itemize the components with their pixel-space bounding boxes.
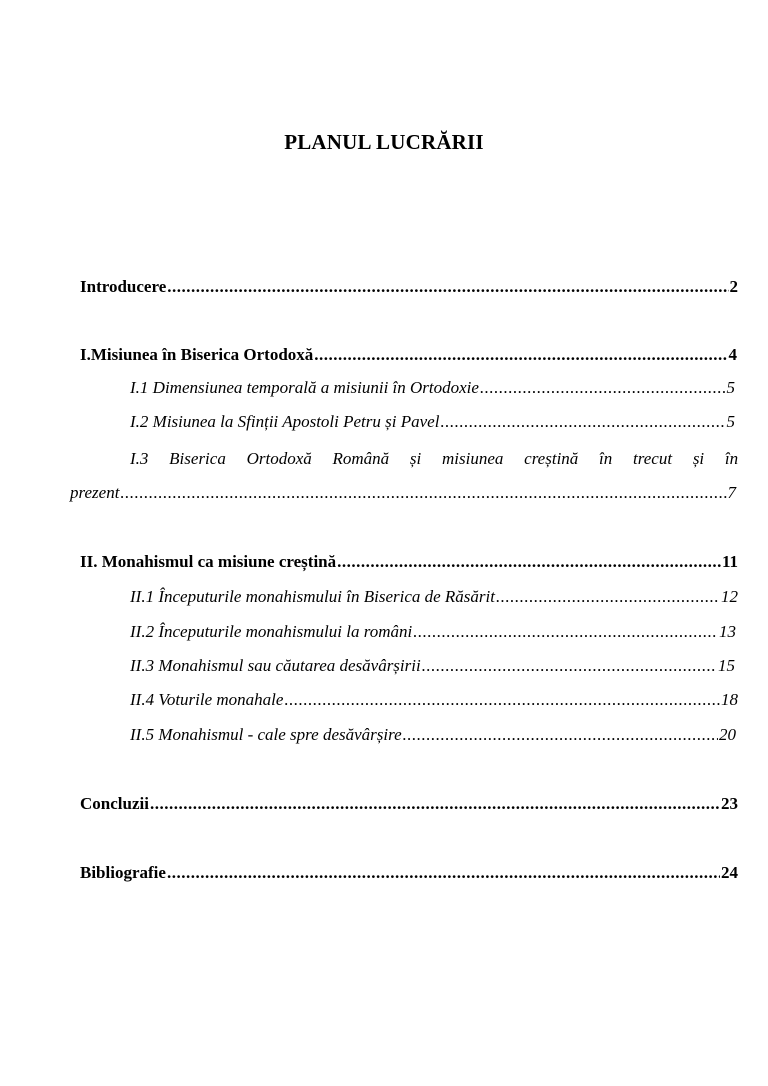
toc-entry-section-2-5[interactable] [130,725,736,745]
toc-entry-label: Concluzii [80,794,149,813]
toc-leader-dots [413,622,718,642]
toc-entry-label: II.5 Monahismul - cale spre desăvârșire [130,725,402,744]
toc-page-number: 5 [726,412,735,431]
toc-entry-label: I.2 Misiunea la Sfinții Apostoli Petru și Pavel [130,412,440,431]
toc-leader-dots [403,725,718,745]
toc-entry-label: Introducere [80,277,167,296]
toc-entry-section-1-2[interactable] [130,412,735,432]
toc-leader-dots [284,690,720,710]
toc-page-number: 13 [719,622,736,641]
toc-entry-label: prezent [70,483,120,502]
toc-page-number: 15 [718,656,735,675]
toc-entry-concluzii[interactable] [80,794,738,814]
toc-page-number: 5 [726,378,735,397]
toc-leader-dots [480,378,726,398]
toc-word: și [692,449,705,468]
toc-page-number: 2 [729,277,738,296]
toc-page-number: 11 [721,552,738,571]
toc-leader-dots [496,587,720,607]
toc-leader-dots [314,345,727,365]
toc-entry-section-2-3[interactable] [130,656,735,676]
toc-leader-dots [422,656,717,676]
toc-entry-section-1-3-line1[interactable] [130,449,738,469]
toc-entry-label: II.2 Începuturile monahismului la români [130,622,413,641]
toc-entry-label: I.1 Dimensiunea temporală a misiunii în Ortodoxie [130,378,479,397]
toc-entry-introducere[interactable] [80,277,738,297]
toc-page-number: 18 [721,690,738,709]
page-title: PLANUL LUCRĂRII [284,130,484,154]
toc-entry-section-2-4[interactable] [130,690,738,710]
toc-leader-dots [337,552,721,572]
toc-page-number: 23 [721,794,738,813]
toc-entry-label: II.1 Începuturile monahismului în Biserica de Răsărit [130,587,495,606]
toc-entry-chapter-2[interactable] [80,552,738,572]
toc-page-number: 7 [727,483,736,502]
toc-page-number: 4 [728,345,737,364]
toc-leader-dots [167,863,720,883]
toc-entry-label: II. Monahismul ca misiune creștină [80,552,337,571]
toc-word: trecut [633,449,673,468]
toc-entry-section-1-1[interactable] [130,378,735,398]
toc-word: Biserica [169,449,226,468]
toc-entry-section-2-2[interactable] [130,622,736,642]
toc-word: Ortodoxă [246,449,312,468]
toc-word: în [599,449,613,468]
toc-word: în [724,449,739,468]
toc-leader-dots [167,277,728,297]
toc-entry-label: II.3 Monahismul sau căutarea desăvârșirii [130,656,421,675]
toc-entry-chapter-1[interactable] [80,345,737,365]
toc-leader-dots [120,483,726,503]
toc-page-number: 24 [721,863,738,882]
toc-entry-label: I.Misiunea în Biserica Ortodoxă [80,345,314,364]
toc-word: misiunea [442,449,504,468]
toc-entry-section-1-3-line2[interactable] [70,483,736,503]
toc-page-number: 12 [721,587,738,606]
toc-page-number: 20 [719,725,736,744]
toc-leader-dots [150,794,720,814]
toc-word: și [409,449,422,468]
toc-word: I.3 [130,449,149,468]
toc-word: creștină [524,449,579,468]
toc-entry-label: II.4 Voturile monahale [130,690,284,709]
toc-word: Română [332,449,390,468]
toc-entry-label: Bibliografie [80,863,166,882]
toc-entry-section-2-1[interactable] [130,587,738,607]
toc-entry-bibliografie[interactable] [80,863,738,883]
toc-leader-dots [440,412,725,432]
